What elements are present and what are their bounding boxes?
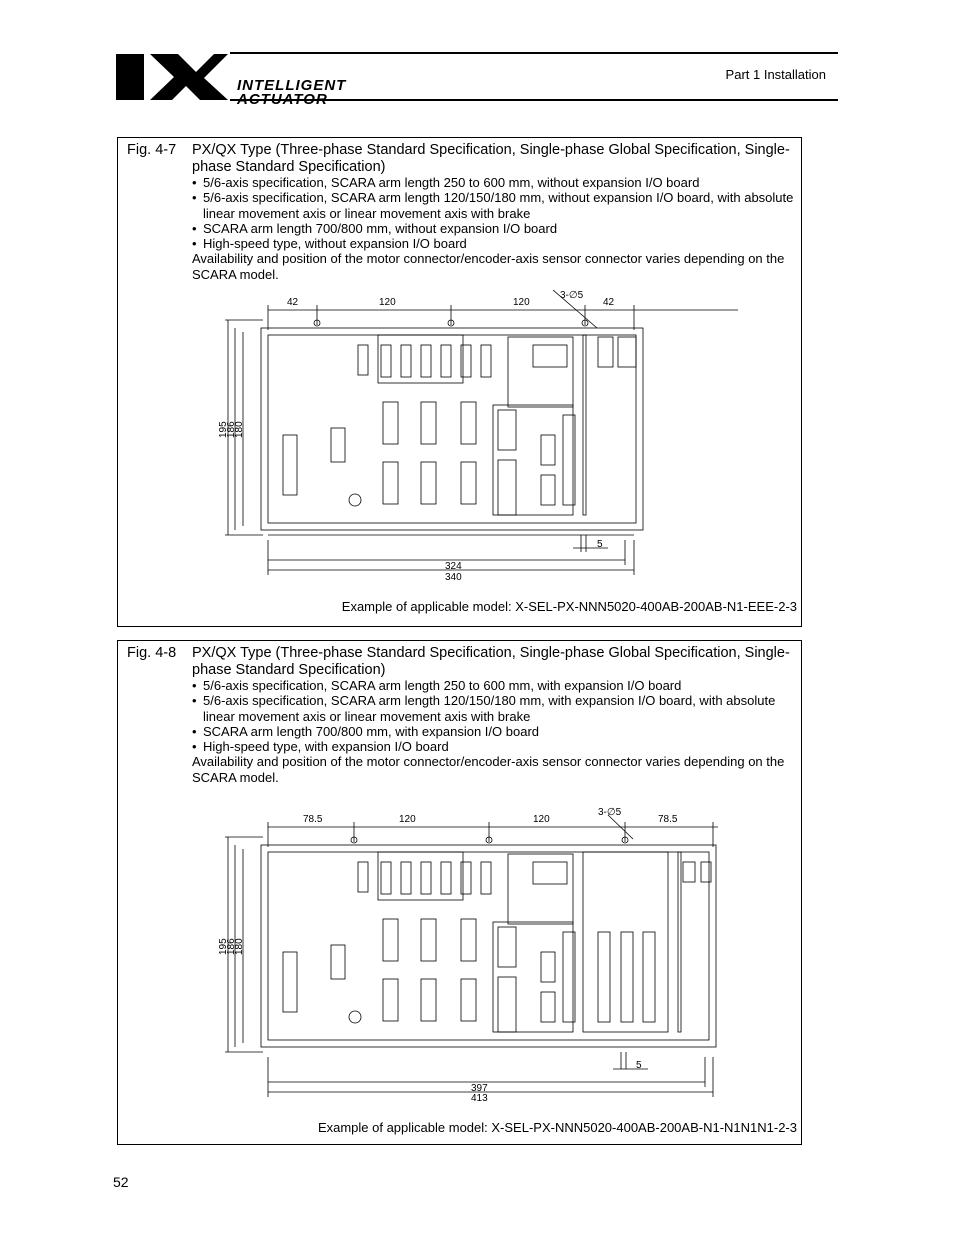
list-item: • 5/6-axis specification, SCARA arm length 120/150/180 mm, with expansion I/O board, with absolute linear movement axis or linear movement axis with brake xyxy=(192,693,802,724)
dim-left-3: 180 xyxy=(234,421,245,438)
figure-title: PX/QX Type (Three-phase Standard Specification, Single-phase Global Specification, Single-phase Standard Specification) xyxy=(192,645,790,678)
list-item: • SCARA arm length 700/800 mm, with expansion I/O board xyxy=(192,724,802,739)
dim-offset: 5 xyxy=(597,539,603,550)
list-item: • 5/6-axis specification, SCARA arm length 120/150/180 mm, without expansion I/O board, with absolute linear movement axis or linear movement axis with brake xyxy=(192,190,802,221)
note-text: Availability and position of the motor connector/encoder-axis sensor connector varies depending on the SCARA model. xyxy=(192,754,785,785)
spec-list xyxy=(192,678,802,785)
figure-title: PX/QX Type (Three-phase Standard Specification, Single-phase Global Specification, Single-phase Standard Specification) xyxy=(192,142,790,175)
note-text: Availability and position of the motor connector/encoder-axis sensor connector varies depending on the SCARA model. xyxy=(192,251,785,282)
figure-4-8 xyxy=(117,640,802,1145)
page-number: 52 xyxy=(113,1174,129,1190)
spec-list xyxy=(192,175,802,282)
example-model: Example of applicable model: X-SEL-PX-NNN5020-400AB-200AB-N1-N1N1N1-2-3 xyxy=(317,1120,797,1135)
dim-top-4: 42 xyxy=(603,297,615,308)
controller-drawing xyxy=(213,807,803,1107)
brand-line1: INTELLIGENT xyxy=(237,77,347,94)
figure-number: Fig. 4-7 xyxy=(127,142,177,158)
example-model: Example of applicable model: X-SEL-PX-NNN5020-400AB-200AB-N1-EEE-2-3 xyxy=(341,599,797,614)
dim-bottom-1: 324 xyxy=(445,561,462,572)
brand-line2: ACTUATOR xyxy=(237,91,328,104)
dim-left-3: 180 xyxy=(234,938,245,955)
dim-top-2: 120 xyxy=(399,814,416,825)
list-item: • High-speed type, with expansion I/O board xyxy=(192,739,802,754)
dim-left-2: 186 xyxy=(226,421,237,438)
dim-hole: 3-∅5 xyxy=(598,807,622,818)
list-item: • 5/6-axis specification, SCARA arm length 250 to 600 mm, with expansion I/O board xyxy=(192,678,802,693)
section-label: Part 1 Installation xyxy=(725,67,826,82)
dim-top-1: 78.5 xyxy=(303,814,323,825)
dim-top-2: 120 xyxy=(379,297,396,308)
dim-left-2: 186 xyxy=(226,938,237,955)
dim-bottom-1: 397 xyxy=(471,1083,488,1094)
dim-top-3: 120 xyxy=(533,814,550,825)
list-item: • 5/6-axis specification, SCARA arm length 250 to 600 mm, without expansion I/O board xyxy=(192,175,802,190)
dim-left-1: 195 xyxy=(218,938,229,955)
dim-left-1: 195 xyxy=(218,421,229,438)
list-item: • SCARA arm length 700/800 mm, without expansion I/O board xyxy=(192,221,802,236)
dim-offset: 5 xyxy=(636,1060,642,1071)
dim-top-3: 120 xyxy=(513,297,530,308)
dim-bottom-2: 340 xyxy=(445,572,462,583)
figure-number: Fig. 4-8 xyxy=(127,645,177,661)
dim-hole: 3-∅5 xyxy=(560,290,584,301)
controller-drawing xyxy=(213,290,753,585)
dim-top-4: 78.5 xyxy=(658,814,678,825)
ix-logo xyxy=(116,52,396,104)
dim-bottom-2: 413 xyxy=(471,1093,488,1104)
dim-top-1: 42 xyxy=(287,297,299,308)
figure-4-7 xyxy=(117,137,802,627)
list-item: • High-speed type, without expansion I/O board xyxy=(192,236,802,251)
